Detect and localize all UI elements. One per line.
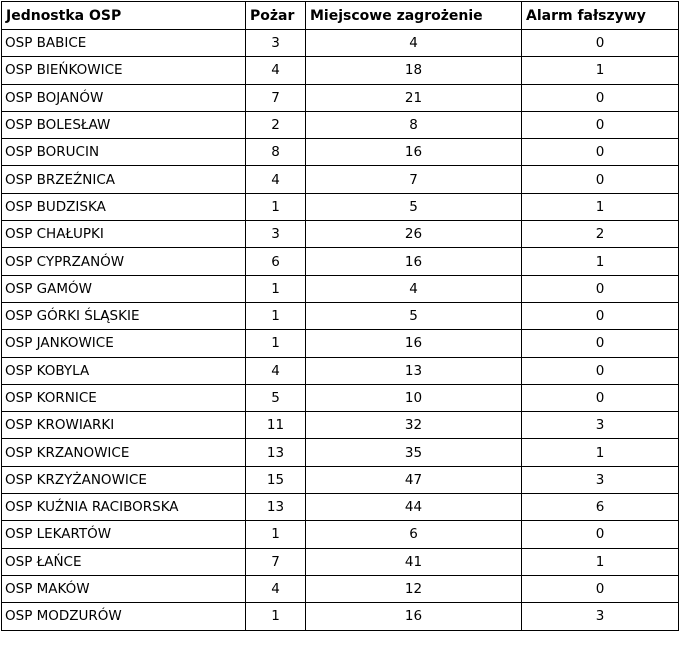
fire-count-cell: 4 (246, 575, 306, 602)
table-row (2, 412, 679, 439)
table-header (2, 2, 679, 30)
unit-name-cell: OSP KORNICE (2, 384, 246, 411)
local-threat-count-cell: 26 (306, 221, 522, 248)
table-row (2, 248, 679, 275)
unit-name-cell: OSP ŁAŃCE (2, 548, 246, 575)
local-threat-count-cell: 5 (306, 193, 522, 220)
fire-count-cell: 13 (246, 439, 306, 466)
table-row (2, 466, 679, 493)
table-row (2, 111, 679, 138)
unit-name-cell: OSP CYPRZANÓW (2, 248, 246, 275)
unit-name-cell: OSP BIEŃKOWICE (2, 57, 246, 84)
fire-count-cell: 2 (246, 111, 306, 138)
unit-name-cell: OSP KROWIARKI (2, 412, 246, 439)
unit-name-cell: OSP GAMÓW (2, 275, 246, 302)
table-row (2, 139, 679, 166)
header-unit: Jednostka OSP (2, 2, 246, 30)
local-threat-count-cell: 18 (306, 57, 522, 84)
local-threat-count-cell: 10 (306, 384, 522, 411)
unit-name-cell: OSP JANKOWICE (2, 330, 246, 357)
fire-count-cell: 3 (246, 30, 306, 57)
table-row (2, 57, 679, 84)
table-row (2, 521, 679, 548)
fire-count-cell: 1 (246, 603, 306, 630)
local-threat-count-cell: 16 (306, 603, 522, 630)
table-row (2, 439, 679, 466)
fire-count-cell: 8 (246, 139, 306, 166)
osp-incidents-table (1, 1, 679, 631)
fire-count-cell: 1 (246, 275, 306, 302)
false-alarm-count-cell: 6 (522, 494, 679, 521)
local-threat-count-cell: 35 (306, 439, 522, 466)
false-alarm-count-cell: 0 (522, 357, 679, 384)
local-threat-count-cell: 21 (306, 84, 522, 111)
fire-count-cell: 1 (246, 302, 306, 329)
false-alarm-count-cell: 1 (522, 439, 679, 466)
unit-name-cell: OSP BOLESŁAW (2, 111, 246, 138)
local-threat-count-cell: 12 (306, 575, 522, 602)
false-alarm-count-cell: 1 (522, 248, 679, 275)
table-row (2, 575, 679, 602)
unit-name-cell: OSP BOJANÓW (2, 84, 246, 111)
local-threat-count-cell: 44 (306, 494, 522, 521)
header-row (2, 2, 679, 30)
false-alarm-count-cell: 0 (522, 84, 679, 111)
false-alarm-count-cell: 0 (522, 30, 679, 57)
false-alarm-count-cell: 0 (522, 384, 679, 411)
header-local-threat: Miejscowe zagrożenie (306, 2, 522, 30)
table-row (2, 30, 679, 57)
local-threat-count-cell: 8 (306, 111, 522, 138)
unit-name-cell: OSP MAKÓW (2, 575, 246, 602)
header-fire: Pożar (246, 2, 306, 30)
header-false-alarm: Alarm fałszywy (522, 2, 679, 30)
local-threat-count-cell: 13 (306, 357, 522, 384)
table-row (2, 193, 679, 220)
fire-count-cell: 15 (246, 466, 306, 493)
fire-count-cell: 5 (246, 384, 306, 411)
unit-name-cell: OSP KRZANOWICE (2, 439, 246, 466)
table-row (2, 357, 679, 384)
local-threat-count-cell: 16 (306, 139, 522, 166)
unit-name-cell: OSP BUDZISKA (2, 193, 246, 220)
fire-count-cell: 4 (246, 57, 306, 84)
fire-count-cell: 11 (246, 412, 306, 439)
local-threat-count-cell: 16 (306, 248, 522, 275)
local-threat-count-cell: 7 (306, 166, 522, 193)
false-alarm-count-cell: 0 (522, 330, 679, 357)
local-threat-count-cell: 5 (306, 302, 522, 329)
false-alarm-count-cell: 1 (522, 193, 679, 220)
unit-name-cell: OSP KOBYLA (2, 357, 246, 384)
unit-name-cell: OSP CHAŁUPKI (2, 221, 246, 248)
table-row (2, 603, 679, 630)
local-threat-count-cell: 4 (306, 30, 522, 57)
fire-count-cell: 3 (246, 221, 306, 248)
false-alarm-count-cell: 0 (522, 166, 679, 193)
unit-name-cell: OSP KRZYŻANOWICE (2, 466, 246, 493)
fire-count-cell: 6 (246, 248, 306, 275)
table-row (2, 384, 679, 411)
false-alarm-count-cell: 3 (522, 603, 679, 630)
table-row (2, 548, 679, 575)
table-row (2, 221, 679, 248)
false-alarm-count-cell: 3 (522, 466, 679, 493)
unit-name-cell: OSP LEKARTÓW (2, 521, 246, 548)
unit-name-cell: OSP MODZURÓW (2, 603, 246, 630)
false-alarm-count-cell: 0 (522, 521, 679, 548)
local-threat-count-cell: 6 (306, 521, 522, 548)
false-alarm-count-cell: 1 (522, 548, 679, 575)
unit-name-cell: OSP BORUCIN (2, 139, 246, 166)
fire-count-cell: 13 (246, 494, 306, 521)
unit-name-cell: OSP GÓRKI ŚLĄSKIE (2, 302, 246, 329)
table-row (2, 84, 679, 111)
false-alarm-count-cell: 0 (522, 575, 679, 602)
fire-count-cell: 7 (246, 84, 306, 111)
local-threat-count-cell: 47 (306, 466, 522, 493)
false-alarm-count-cell: 1 (522, 57, 679, 84)
fire-count-cell: 7 (246, 548, 306, 575)
table-row (2, 166, 679, 193)
false-alarm-count-cell: 0 (522, 139, 679, 166)
local-threat-count-cell: 4 (306, 275, 522, 302)
unit-name-cell: OSP BRZEŹNICA (2, 166, 246, 193)
unit-name-cell: OSP KUŹNIA RACIBORSKA (2, 494, 246, 521)
fire-count-cell: 4 (246, 357, 306, 384)
fire-count-cell: 1 (246, 193, 306, 220)
false-alarm-count-cell: 3 (522, 412, 679, 439)
fire-count-cell: 1 (246, 330, 306, 357)
false-alarm-count-cell: 2 (522, 221, 679, 248)
fire-count-cell: 4 (246, 166, 306, 193)
table-row (2, 275, 679, 302)
false-alarm-count-cell: 0 (522, 275, 679, 302)
fire-count-cell: 1 (246, 521, 306, 548)
table-row (2, 330, 679, 357)
table-row (2, 494, 679, 521)
local-threat-count-cell: 41 (306, 548, 522, 575)
false-alarm-count-cell: 0 (522, 302, 679, 329)
unit-name-cell: OSP BABICE (2, 30, 246, 57)
false-alarm-count-cell: 0 (522, 111, 679, 138)
local-threat-count-cell: 32 (306, 412, 522, 439)
table-body (2, 30, 679, 631)
local-threat-count-cell: 16 (306, 330, 522, 357)
table-row (2, 302, 679, 329)
